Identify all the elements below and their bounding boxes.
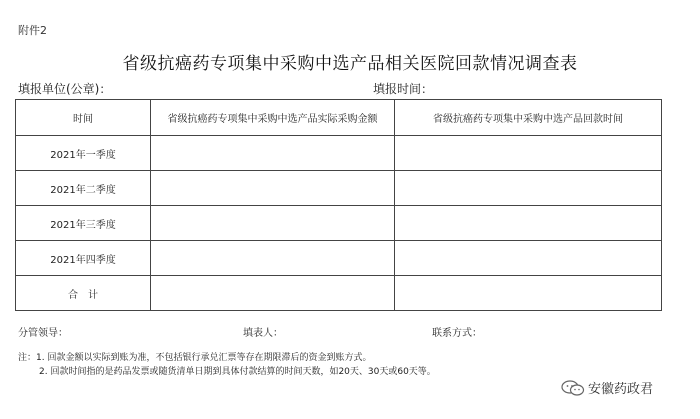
- contact-label: 联系方式：: [432, 328, 482, 339]
- fill-unit-label: 填报单位(公章)：: [18, 82, 112, 96]
- note-line-1: 注：1. 回款金额以实际到账为准，不包括银行承兑汇票等存在期限滞后的资金到账方式。: [18, 353, 372, 363]
- total-row: [16, 276, 662, 311]
- total-label: 合计: [16, 276, 151, 311]
- table-row: [16, 241, 662, 276]
- survey-table: [15, 99, 662, 311]
- payment-time-cell[interactable]: [395, 206, 662, 241]
- watermark-text: 安徽药政君: [588, 382, 654, 397]
- watermark: [561, 378, 653, 397]
- note-line-2: 2. 回款时间指的是药品发票或随货清单日期到具体付款结算的时间天数，如20天、30天或60天等。: [39, 367, 436, 377]
- leader-signature-label: 分管领导：: [18, 328, 68, 339]
- amount-cell[interactable]: [151, 136, 395, 171]
- table-row: [16, 136, 662, 171]
- row-period: 2021年三季度: [16, 206, 151, 241]
- row-period: 2021年四季度: [16, 241, 151, 276]
- payment-time-cell[interactable]: [395, 241, 662, 276]
- table-header-row: [16, 100, 662, 136]
- wechat-icon: [561, 380, 585, 396]
- payment-time-cell[interactable]: [395, 136, 662, 171]
- filler-signature-label: 填表人：: [243, 328, 283, 339]
- fill-time-label: 填报时间：: [373, 82, 434, 96]
- table-row: [16, 206, 662, 241]
- table-row: [16, 171, 662, 206]
- payment-time-cell[interactable]: [395, 171, 662, 206]
- total-amount-cell[interactable]: [151, 276, 395, 311]
- row-period: 2021年一季度: [16, 136, 151, 171]
- amount-cell[interactable]: [151, 241, 395, 276]
- amount-cell[interactable]: [151, 171, 395, 206]
- amount-cell[interactable]: [151, 206, 395, 241]
- header-purchase-amount: 省级抗癌药专项集中采购中选产品实际采购金额: [151, 100, 395, 136]
- page-title: 省级抗癌药专项集中采购中选产品相关医院回款情况调查表: [122, 54, 578, 74]
- header-time: 时间: [16, 100, 151, 136]
- attachment-label: 附件2: [18, 24, 47, 37]
- header-payment-time: 省级抗癌药专项集中采购中选产品回款时间: [395, 100, 662, 136]
- total-payment-time-cell[interactable]: [395, 276, 662, 311]
- row-period: 2021年二季度: [16, 171, 151, 206]
